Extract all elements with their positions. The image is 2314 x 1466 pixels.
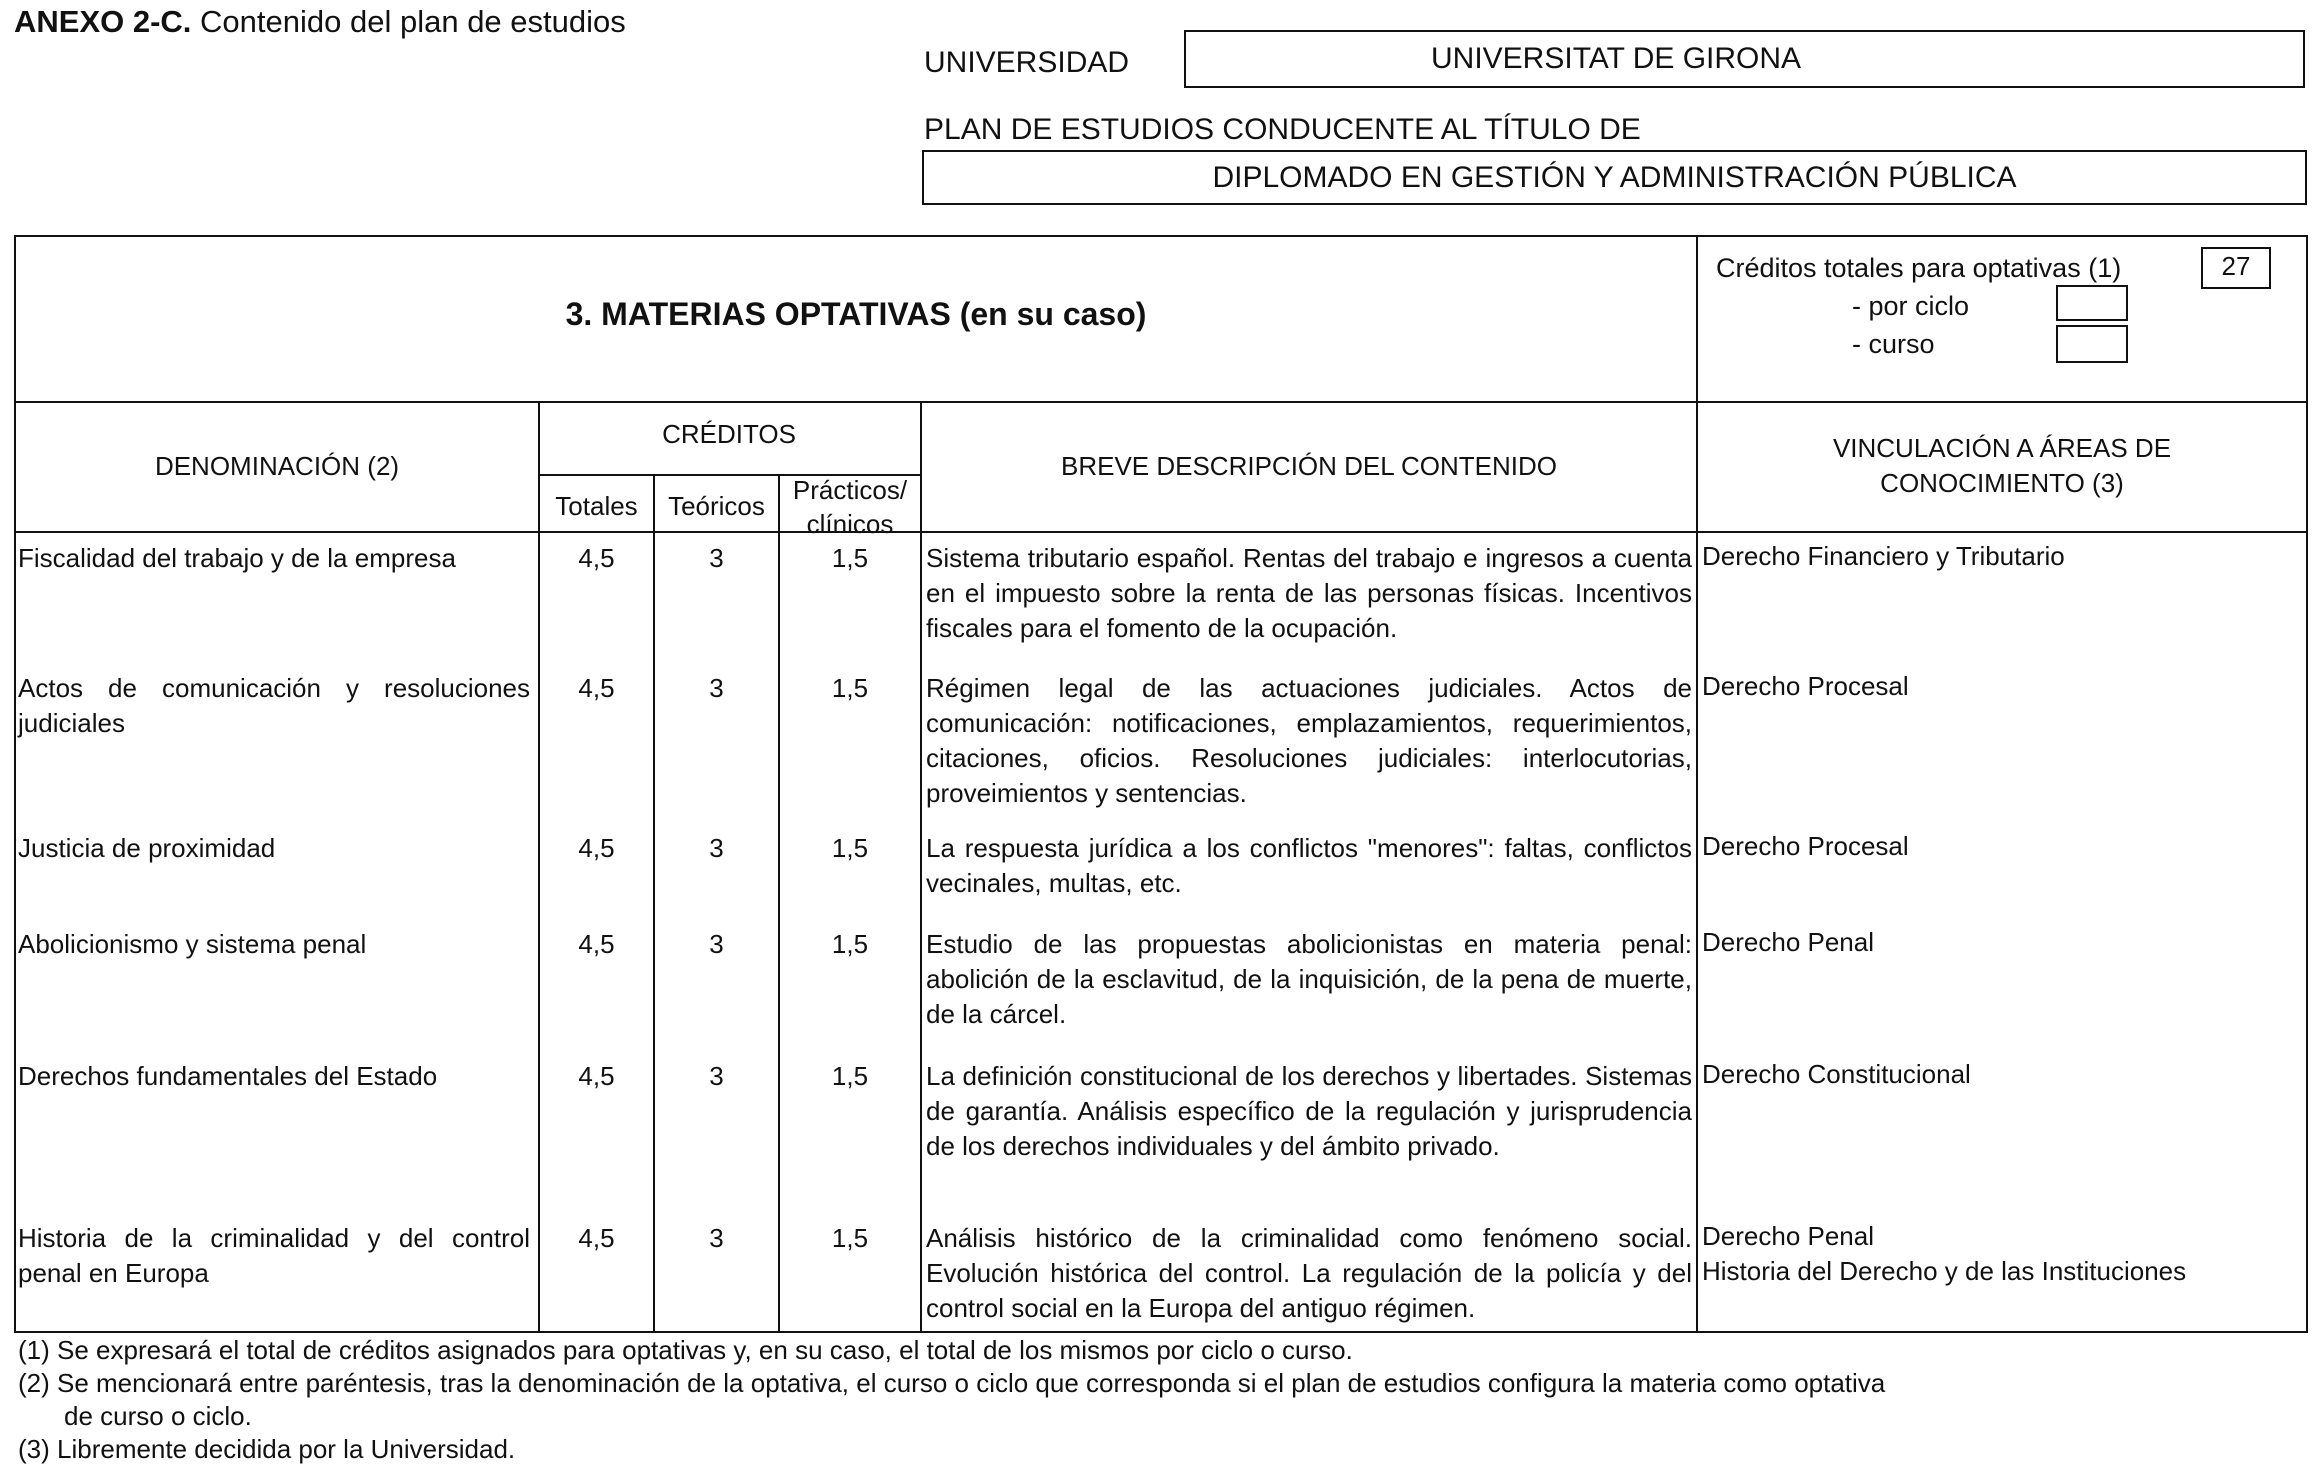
university-label: UNIVERSIDAD	[924, 46, 1130, 79]
per-course-label: - curso	[1852, 329, 1935, 359]
per-course-box	[2056, 325, 2128, 363]
annex-heading: ANEXO 2-C. Contenido del plan de estudios	[14, 4, 626, 39]
row5-theory: 3	[709, 1061, 724, 1091]
row4-name: Abolicionismo y sistema penal	[18, 929, 367, 959]
col-name-header: DENOMINACIÓN (2)	[154, 451, 400, 481]
row5-totals: 4,5	[578, 1061, 615, 1091]
row1-theory: 3	[709, 543, 724, 573]
row5-areas: Derecho Constitucional	[1702, 1059, 1971, 1089]
footnote-2: (2) Se mencionará entre paréntesis, tras la denominación de la optativa, el curso o ciclo que corresponda si el plan de estudios configura la materia como optativa	[18, 1368, 1886, 1398]
row2-name: Actos de comunicación y resoluciones judiciales	[18, 673, 530, 738]
row2-description: Régimen legal de las actuaciones judiciales. Actos de comunicación: notificaciones, emplazamientos, requerimientos, citaciones, oficios. Resoluciones judiciales: interlocutorias, proveimientos y sentencias.	[926, 673, 1692, 808]
row6-totals: 4,5	[578, 1223, 615, 1253]
row5-name: Derechos fundamentales del Estado	[18, 1061, 438, 1091]
row2-practice: 1,5	[831, 673, 869, 703]
degree-box	[922, 150, 2307, 205]
row2-areas: Derecho Procesal	[1702, 671, 1909, 701]
row4-theory: 3	[709, 929, 724, 959]
university-box	[1184, 30, 2305, 88]
credits-total-label: Créditos totales para optativas (1)	[1716, 253, 2122, 283]
row3-theory: 3	[709, 833, 724, 863]
university-value: UNIVERSITAT DE GIRONA	[1431, 42, 1802, 75]
col-credits-header: CRÉDITOS	[662, 419, 796, 449]
footnote-1: (1) Se expresará el total de créditos asignados para optativas y, en su caso, el total de los mismos por ciclo o curso.	[18, 1335, 1353, 1365]
row5-practice: 1,5	[831, 1061, 869, 1091]
row6-areas: Derecho Penal Historia del Derecho y de las Instituciones	[1702, 1221, 2187, 1286]
row6-name: Historia de la criminalidad y del control penal en Europa	[18, 1223, 530, 1288]
col-totals-header: Totales	[555, 491, 638, 521]
per-cycle-box	[2056, 285, 2128, 321]
row3-name: Justicia de proximidad	[18, 833, 276, 863]
footnote-2-cont: de curso o ciclo.	[64, 1401, 252, 1431]
row1-practice: 1,5	[831, 543, 869, 573]
per-cycle-label: - por ciclo	[1852, 291, 1970, 321]
col-practice-header: Prácticos/ clínicos	[792, 475, 908, 539]
row3-practice: 1,5	[831, 833, 869, 863]
row1-totals: 4,5	[578, 543, 615, 573]
section-title: 3. MATERIAS OPTATIVAS (en su caso)	[565, 296, 1147, 332]
row4-totals: 4,5	[578, 929, 615, 959]
row1-description: Sistema tributario español. Rentas del trabajo e ingresos a cuenta en el impuesto sobre la renta de las personas físicas. Incentivos fiscales para el fomento de la ocupación.	[926, 543, 1692, 643]
row4-description: Estudio de las propuestas abolicionistas en materia penal: abolición de la esclavitud, de la inquisición, de la pena de muerte, de la cárcel.	[926, 929, 1692, 1029]
row4-areas: Derecho Penal	[1702, 927, 1874, 957]
row5-description: La definición constitucional de los derechos y libertades. Sistemas de garantía. Análisis específico de la regulación y jurisprudencia de los derechos individuales y del ámbito privado.	[926, 1061, 1692, 1161]
col-description-header: BREVE DESCRIPCIÓN DEL CONTENIDO	[1060, 451, 1557, 481]
row4-practice: 1,5	[831, 929, 869, 959]
plan-label: PLAN DE ESTUDIOS CONDUCENTE AL TÍTULO DE	[924, 113, 1641, 146]
row1-name: Fiscalidad del trabajo y de la empresa	[18, 543, 456, 573]
credits-total-box: 27	[2201, 247, 2271, 289]
row3-totals: 4,5	[578, 833, 615, 863]
row3-description: La respuesta jurídica a los conflictos "menores": faltas, conflictos vecinales, multas, etc.	[926, 833, 1692, 898]
col-theory-header: Teóricos	[668, 491, 765, 521]
col-areas-header: VINCULACIÓN A ÁREAS DE CONOCIMIENTO (3)	[1832, 433, 2172, 498]
row3-areas: Derecho Procesal	[1702, 831, 1909, 861]
optional-subjects-table	[14, 235, 2308, 1333]
row1-areas: Derecho Financiero y Tributario	[1702, 541, 2065, 571]
footnote-3: (3) Libremente decidida por la Universidad.	[18, 1434, 516, 1464]
row2-totals: 4,5	[578, 673, 615, 703]
row2-theory: 3	[709, 673, 724, 703]
degree-title: DIPLOMADO EN GESTIÓN Y ADMINISTRACIÓN PÚBLICA	[1212, 160, 2017, 194]
row6-theory: 3	[709, 1223, 724, 1253]
row6-description: Análisis histórico de la criminalidad como fenómeno social. Evolución histórica del control. La regulación de la policía y del control social en la Europa del antiguo régimen.	[926, 1223, 1692, 1323]
row6-practice: 1,5	[831, 1223, 869, 1253]
